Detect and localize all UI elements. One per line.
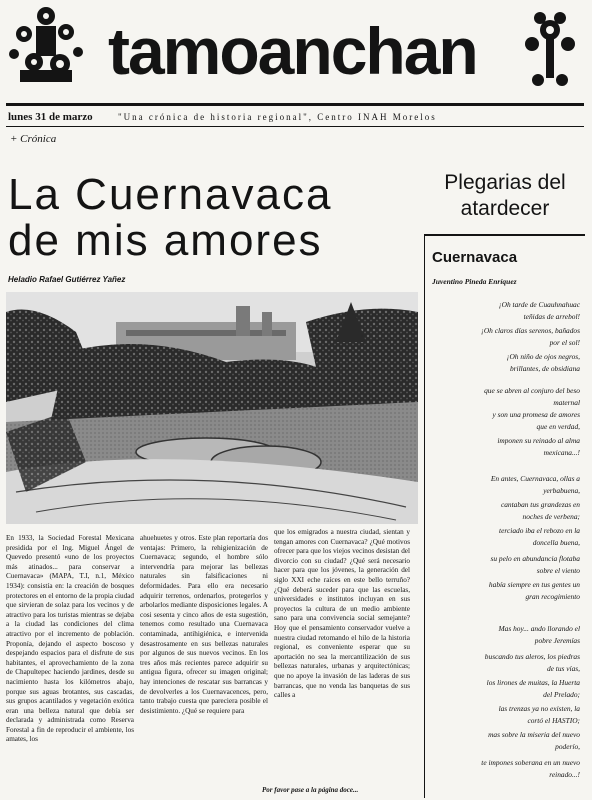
plaza-photo xyxy=(6,292,418,524)
tagline: "Una crónica de historia regional", Centro INAH Morelos xyxy=(118,112,437,122)
article-author: Heladio Rafael Gutiérrez Yañez xyxy=(8,275,126,284)
poem-header: Cuernavaca xyxy=(432,249,518,266)
article-column-1: En 1933, la Sociedad Forestal Mexicana presidida por el Ing. Miguel Ángel de Quevedo presentó «uno de los proyectos más atinados... para conservar a Cuernavaca» (MAPA, T.I, n.1, México 1934): consistía en: la creación de bosques protectores en el entorno de la propia ciudad que sirvieran de solaz para los vecinos y de atractivo para los turistas mientras se dejaba a la ciudad las condiciones del clima atractivo por el incremento de población. Proponía, dejando el aspecto boscoso y despejando espacios para el disfrute de sus habitantes, el aprovechamiento de la zona de Chapultepec haciendo jardines, desde su nacimiento hasta los kilómetros abajo, porque sus aguas brotantes, sus cascadas, sus grupos acantilados y vegetación exótica eran una belleza natural que debía ser declarada y administrada como Reserva Forestal a fin de reproducir el ambiente, los amates, los xyxy=(6,534,134,744)
poem-verse-line: los lirones de muitas, la Huerta xyxy=(486,678,580,687)
poem-verse-line: ¡Oh tarde de Cuauhnahuac xyxy=(498,300,580,309)
poem-verse-line: terciado iba el rebozo en la xyxy=(499,526,580,535)
poem-verse-line: imponen su reinado al alma xyxy=(497,436,580,445)
section-label: + Crónica xyxy=(10,133,57,145)
headline-line-2: de mis amores xyxy=(8,216,323,265)
poem-title-line-2: atardecer xyxy=(460,197,550,220)
poem-verse-line: poderío, xyxy=(555,742,580,751)
poem-verse-line: sobre el viento xyxy=(536,566,580,575)
poem-verse-line: maternal xyxy=(553,398,580,407)
poem-verse-line: teñidas de arrebol! xyxy=(523,312,580,321)
poem-verse-line: las trenzas ya no existen, la xyxy=(498,704,580,713)
headline-line-1: La Cuernavaca xyxy=(8,170,333,219)
poem-verse-line: mexicana...! xyxy=(543,448,580,457)
poem-verse-line: que en verdad, xyxy=(536,422,580,431)
aztec-glyph-icon xyxy=(6,4,86,90)
masthead-rule xyxy=(6,103,584,106)
poem-verse-line: pobre Jeremías xyxy=(534,636,580,645)
poem-verse-line: y son una promesa de amores xyxy=(492,410,580,419)
dateline-rule xyxy=(6,126,584,127)
poem-verse-line: del Prelado; xyxy=(543,690,580,699)
poem-title xyxy=(422,170,588,222)
poem-verse-line: mas sobre la miseria del nuevo xyxy=(488,730,580,739)
poem-verse-line: brillantes, de obsidiana xyxy=(509,364,580,373)
flower-glyph-icon xyxy=(518,8,582,90)
article-headline xyxy=(8,172,418,264)
continued-note: Por favor pase a la página doce... xyxy=(262,786,359,794)
poem-verse-line: te impones soberana en un nuevo xyxy=(481,758,580,767)
poem-verse-line: ¡Oh claros días serenos, bañados xyxy=(480,326,580,335)
poem-verse-line: cortó el HASTIO; xyxy=(527,716,580,725)
poem-verse-line: ¡Oh niño de ojos negros, xyxy=(506,352,580,361)
poem-verse-line: de tus vías, xyxy=(546,664,580,673)
issue-date: lunes 31 de marzo xyxy=(8,111,93,123)
poem-verse-line: cantaban tus grandezas en xyxy=(500,500,580,509)
poem-verse-line: Mas hoy... ando llorando el xyxy=(498,624,580,633)
poem-verse-line: había siempre en tus gentes un xyxy=(488,580,580,589)
article-column-2: ahuehuetes y otros. Este plan reportaría dos ventajas: Primero, la rehigienización de Cuernavaca; segundo, el hombre sólo intervendría para mejorar las bellezas naturales sin falsificaciones ni deformidades. Para ello era necesario adquirir terrenos, ordenarlos, protegerlos y arbolarlos mediante disposiciones legales. A cosi sesenta y cinco años de esta sugestión, tenemos como resultado una Cuernavaca contaminada, antihigiénica, e intervenida desastrosamente en sus bellezas naturales por algunos de sus nuevos vecinos. En los tres años más recientes parece adquirir su antigua figura, ofrecer su imagen original; hay intenciones de rescatar sus barrancas y de devolverles a los Cuernavacences, pero, tanto trabajo cuesta que pareciera posible el desistimiento. ¿Qué se requiere para xyxy=(140,534,268,715)
poem-verse-line: su pelo en abundancia flotaba xyxy=(490,554,580,563)
poem-verse-line: reinado...! xyxy=(549,770,580,779)
poem-verse-line: gran recogimiento xyxy=(525,592,580,601)
poem-verse-line: que se abren al conjuro del beso xyxy=(484,386,580,395)
poem-verse-line: por el sol! xyxy=(549,338,580,347)
poem-verse-line: En antes, Cuernavaca, ollas a xyxy=(490,474,580,483)
poem-verse-line: doncella buena, xyxy=(532,538,580,547)
article-column-3: que los emigrados a nuestra ciudad, sientan y tengan amores con Cuernavaca? ¿Qué motivos ofrecer para que los viejos vecinos desistan del divorcio con su ciudad? ¿Qué será necesario hacer para que los jóvenes, la generación del siglo XXI eche raíces en este bello terruño? ¿Qué deberá suceder para que las escuelas, universidades e institutos incluyan en sus proyectos la cultura de un medio ambiente sano para una convivencia social semejante? Hoy que el pensamiento conservador vuelve a nuestra ciudad retomando el hilo de la historia regional, es conveniente esperar que su aportación no sea la mercantilización de sus bellezas naturales, urbanas y arquitectónicas; que no apoye la invasión de las laderas de sus barrancas, que no venda las banquetas de sus calles a xyxy=(274,528,410,700)
poem-author: Juventino Pineda Enríquez xyxy=(432,277,517,286)
masthead-title: tamoanchan xyxy=(108,14,477,88)
poem-verse-line: buscando tus aleros, los piedras xyxy=(484,652,580,661)
poem-verse-line: noches de verbena; xyxy=(522,512,580,521)
poem-verse-line: yerbabuena, xyxy=(543,486,580,495)
poem-title-line-1: Plegarias del xyxy=(444,171,566,194)
